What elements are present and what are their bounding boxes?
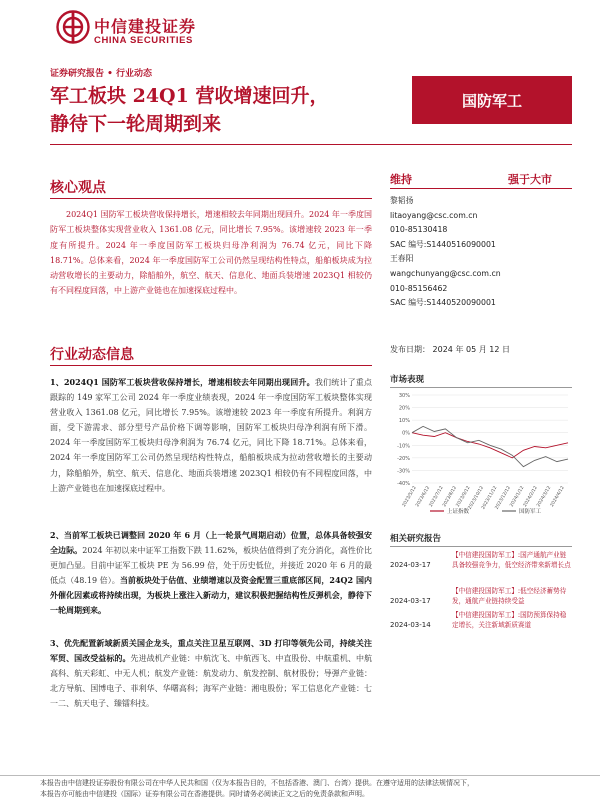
paragraph-3-body: 先进战机产业链：中航沈飞、中航西飞、中直股份、中航重机、中航高科、航天彩虹、中无人机；航发产业链：航发动力、航发控制、航材股份；导弹产业链：北方导航、国博电子、菲利华、华曙高科；海军产业链：湘电股份；军工信息化产业链：七一二、航天电子、臻镭科技。 [50, 654, 372, 709]
rating-divider [390, 188, 572, 189]
chart-y-tick-label: -40% [397, 481, 410, 487]
disclaimer-footer [40, 778, 600, 800]
chart-y-tick-label: 0% [402, 430, 410, 437]
chart-y-tick-label: 10% [398, 418, 410, 425]
analyst-sac: SAC 编号:S1440520090001 [390, 298, 496, 308]
dynamics-heading: 行业动态信息 [50, 347, 134, 363]
chart-x-tick-label: 2024/4/12 [549, 485, 566, 508]
related-report-title[interactable]: 【中信建投国防军工】:国产通航产业链具备较强竞争力，低空经济带来新增长点 [452, 551, 571, 569]
related-report-item[interactable] [390, 551, 572, 587]
market-performance-divider [390, 387, 572, 388]
chart-x-tick-label: 2023/11/12 [481, 485, 499, 511]
related-research-divider [390, 546, 572, 547]
core-view-heading: 核心观点 [50, 180, 106, 196]
chart-y-tick-label: -30% [397, 468, 410, 475]
publish-date: 发布日期： 2024 年 05 月 12 日 [390, 345, 510, 354]
analyst-sac: SAC 编号:S1440516090001 [390, 239, 496, 249]
disclaimer-line-1: 本报告由中信建投证券股份有限公司在中华人民共和国（仅为本报告目的，不包括香港、澳门、台湾）提供。在遵守适用的法律法规情况下， [40, 779, 474, 787]
rating-label: 维持 [390, 173, 412, 186]
company-logo [56, 10, 221, 50]
related-research-heading: 相关研究报告 [390, 534, 442, 544]
company-logo-icon [56, 10, 90, 44]
analyst-info [390, 194, 572, 311]
dynamics-paragraph-2 [50, 528, 372, 619]
paragraph-1-body: 我们统计了重点跟踪的 149 家军工公司 2024 年一季度业绩表现，2024 年一季度国防军工板块整体实现营业收入 1361.08 亿元，同比增长 7.95%。该增速较 2023 年一季度有所提升。利润方面，受下游需求、部分型号产品价格下调等影响，国防军工板块归母净利润有所下滑。2024 年一季度国防军工板块归母净利润为 76.74 亿元，同比下降 18.71%。总体来看，2024 年一季度国防军工公司仍然呈现结构性特点，船舶板块成为拉动营收增长的主要动力，除船舶外，航空、航天、信息化、地面兵装增速 2023Q1 相较仍有不同程度回落，中上游产业链也在加速探底过程中。 [50, 378, 373, 493]
related-research-list [390, 551, 572, 645]
dynamics-paragraph-3 [50, 636, 372, 711]
chart-x-tick-label: 2023/10/12 [467, 485, 486, 511]
chart-y-tick-label: -10% [397, 443, 410, 450]
title-divider [50, 144, 572, 145]
analyst-phone: 010-85156462 [390, 283, 448, 293]
chart-x-tick-label: 2024/2/12 [522, 485, 539, 508]
paragraph-3-lead: 3、优先配置新域新质关国企龙头，重点关注卫星互联网、3D 打印等领先公司，持续关注军贸、国改受益标的。 [50, 638, 372, 664]
core-view-text: 2024Q1 国防军工板块营收保持增长，增速相较去年同期出现回升。2024 年一季度国防军工板块整体实现营业收入 1361.08 亿元，同比增长 7.95%。该增速较 2023 年一季度有所提升。2024 年一季度国防军工板块归母净利润为 76.74 亿元，同比下降 18.71%。总体来看，2024 年一季度国防军工公司仍然呈现结构性特点，船舶板块成为拉动营收增长的主要动力，除船舶外，航空、航天、信息化、地面兵装增速 2023Q1 相较仍有不同程度回落，中上游产业链也在加速探底过程中。 [50, 210, 372, 296]
paragraph-2-conclusion: 当前板块处于估值、业绩增速以及资金配置三重底部区间，24Q2 国内外催化因素或将持续出现，为板块上涨注入新动力，建议积极把握结构性反弹机会，静待下一轮周期到来。 [50, 575, 373, 616]
paragraph-2-lead: 2、当前军工板块已调整回 2020 年 6 月（上一轮景气周期启动）位置，总体具备较强安全边际。 [50, 530, 372, 556]
paragraph-1-lead: 1、2024Q1 国防军工板块营收保持增长，增速相较去年同期出现回升。 [50, 377, 315, 387]
market-performance-chart [390, 389, 572, 519]
logo-chinese-name: 中信建投证券 [94, 17, 197, 36]
chart-x-tick-label: 2023/9/12 [455, 485, 472, 508]
sector-badge: 国防军工 [412, 76, 572, 124]
related-report-title[interactable]: 【中信建投国防军工】:国防预算保持稳定增长，关注新域新质赛道 [452, 611, 567, 629]
core-view-divider [50, 198, 372, 199]
chart-x-tick-label: 2024/1/12 [509, 485, 526, 508]
chart-x-tick-label: 2023/7/12 [428, 485, 445, 508]
chart-y-tick-label: 20% [398, 405, 410, 412]
footer-divider [0, 775, 600, 776]
related-report-title[interactable]: 【中信建投国防军工】:低空经济蓄势待发，通航产业链持续受益 [452, 587, 567, 605]
dynamics-paragraph-1 [50, 375, 372, 496]
related-report-item[interactable] [390, 611, 572, 645]
report-title-line2: 静待下一轮周期到来 [50, 113, 222, 135]
report-title [50, 82, 328, 138]
related-report-date: 2024-03-17 [390, 597, 431, 605]
report-type: 证券研究报告 • 行业动态 [50, 69, 153, 79]
chart-x-tick-label: 2023/12/12 [494, 485, 512, 511]
analyst-name: 黎韬扬 [390, 196, 414, 205]
analyst-name: 王春阳 [390, 254, 414, 264]
disclaimer-line-2: 本报告亦可能由中信建投（国际）证券有限公司在香港提供。同时请务必阅读正文之后的免责条款和声明。 [40, 790, 369, 798]
chart-x-tick-label: 2023/6/12 [415, 485, 432, 508]
chart-legend-label: 国防军工 [519, 509, 542, 515]
related-report-date: 2024-03-17 [390, 561, 431, 569]
chart-x-tick-label: 2023/5/12 [401, 485, 418, 508]
chart-legend-label: 上证指数 [447, 509, 470, 515]
related-report-item[interactable] [390, 587, 572, 611]
logo-english-name: CHINA SECURITIES [94, 35, 193, 46]
dynamics-divider [50, 365, 372, 366]
related-report-date: 2024-03-14 [390, 621, 431, 629]
chart-x-tick-label: 2024/3/12 [536, 485, 553, 508]
chart-y-tick-label: 30% [398, 393, 410, 399]
chart-x-tick-label: 2023/8/12 [442, 485, 459, 508]
analyst-email[interactable]: litaoyang@csc.com.cn [390, 210, 478, 220]
chart-series-line-2 [412, 426, 568, 466]
chart-y-tick-label: -20% [397, 455, 410, 462]
report-title-line1: 军工板块 24Q1 营收增速回升， [50, 85, 329, 107]
market-performance-heading: 市场表现 [390, 375, 425, 385]
rating-value: 强于大市 [508, 173, 552, 186]
analyst-email[interactable]: wangchunyang@csc.com.cn [390, 268, 501, 278]
analyst-phone: 010-85130418 [390, 225, 448, 235]
paragraph-2-body: 2024 年初以来中证军工指数下跌 11.62%，板块估值得到了充分消化，高性价比更加凸显。目前中证军工板块 PE 为 56.99 倍，处于历史低位，并接近 2020 年 6 月的最低点（48.19 倍）。 [50, 546, 372, 586]
